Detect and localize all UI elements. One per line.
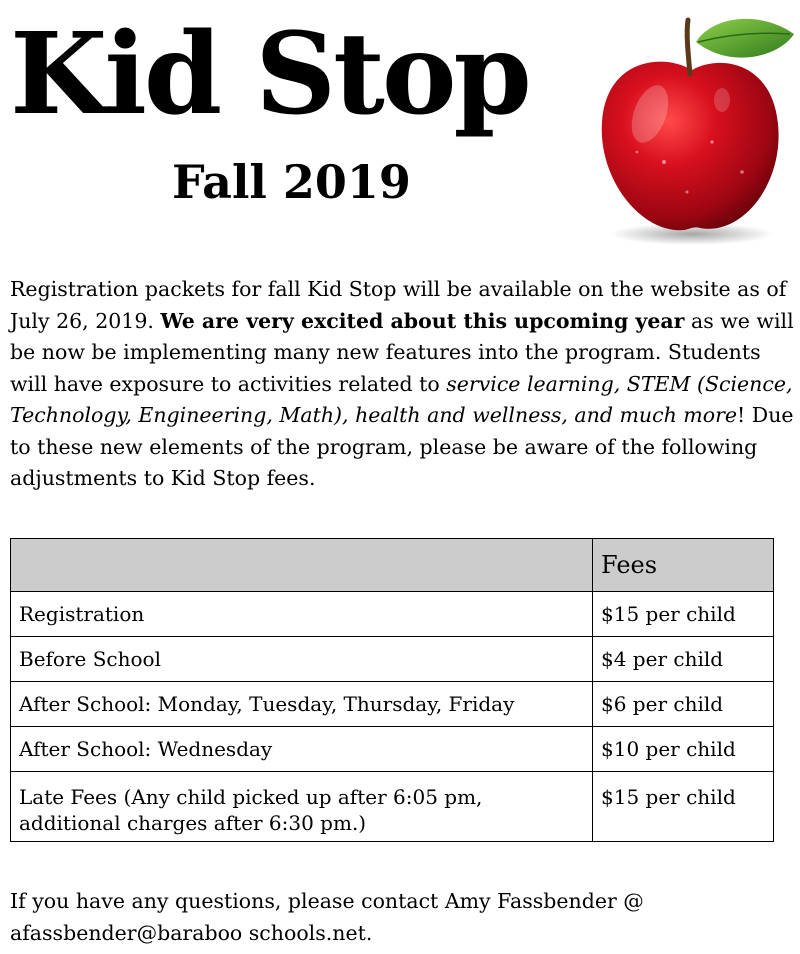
- intro-text-3: ! Due to these new elements of the program, please be aware of the following adjustments to Kid Stop fees.: [10, 403, 794, 490]
- apple-image: [592, 12, 798, 248]
- table-row: [11, 592, 774, 637]
- table-cell-item: Registration: [11, 592, 593, 637]
- intro-italic-text: service learning, STEM (Science, Technology, Engineering, Math), health and wellness, and much more: [10, 371, 793, 427]
- page-subtitle: Fall 2019: [172, 155, 411, 209]
- table-cell-fee: $15 per child: [593, 772, 774, 842]
- table-row: [11, 727, 774, 772]
- intro-bold-text: We are very excited about this upcoming year: [160, 308, 685, 333]
- contact-footer: If you have any questions, please contact Amy Fassbender @ afassbender@baraboo schools.net.: [10, 889, 644, 945]
- table-cell-item: Before School: [11, 637, 593, 682]
- table-header-row: [11, 539, 774, 592]
- table-row: [11, 682, 774, 727]
- fees-table: [10, 538, 774, 842]
- page-title: Kid Stop: [10, 9, 529, 140]
- table-header-item: [11, 539, 593, 592]
- table-row: [11, 772, 774, 842]
- intro-paragraph: [10, 274, 795, 495]
- apple-icon: [592, 12, 798, 248]
- intro-text-2: as we will be now be implementing many new features into the program. Students will have exposure to activities related to: [10, 308, 794, 396]
- table-header-fees: Fees: [593, 539, 774, 592]
- table-cell-item: After School: Monday, Tuesday, Thursday, Friday: [11, 682, 593, 727]
- table-cell-fee: $15 per child: [593, 592, 774, 637]
- table-cell-item: Late Fees (Any child picked up after 6:05 pm, additional charges after 6:30 pm.): [11, 772, 593, 842]
- table-cell-fee: $10 per child: [593, 727, 774, 772]
- intro-text-1: Registration packets for fall Kid Stop will be available on the website as of July 26, 2019.: [10, 277, 787, 333]
- table-row: [11, 637, 774, 682]
- table-cell-fee: $6 per child: [593, 682, 774, 727]
- table-cell-fee: $4 per child: [593, 637, 774, 682]
- table-cell-item: After School: Wednesday: [11, 727, 593, 772]
